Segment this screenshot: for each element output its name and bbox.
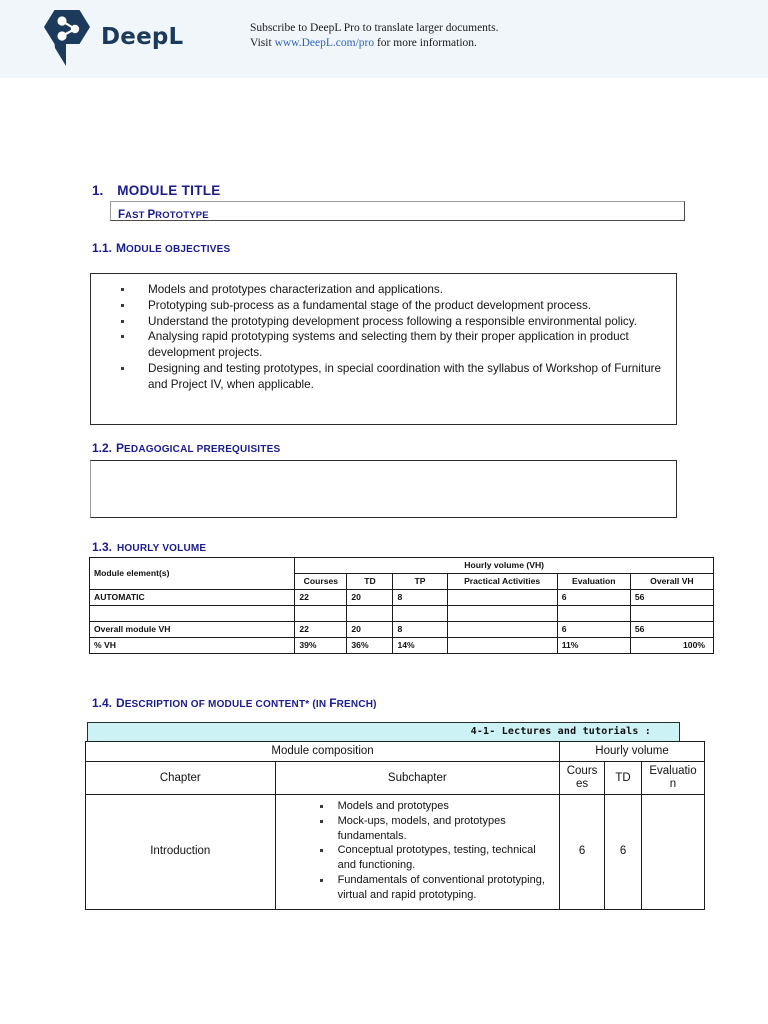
hv-row-label: AUTOMATIC bbox=[90, 590, 295, 606]
mc-evaluation-cell bbox=[641, 795, 704, 910]
hv-col-tp: TP bbox=[393, 574, 447, 590]
hv-cell: 22 bbox=[295, 590, 347, 606]
table-row bbox=[90, 606, 714, 622]
hv-col-td: TD bbox=[347, 574, 393, 590]
deepl-promo-banner bbox=[0, 0, 768, 79]
table-row bbox=[90, 622, 714, 638]
list-item: Understand the prototyping development process following a responsible environmental policy. bbox=[119, 314, 666, 330]
mc-subchapter-list bbox=[280, 799, 556, 903]
hv-col-courses: Courses bbox=[295, 574, 347, 590]
heading-1-4-text: ESCRIPTION OF MODULE CONTENT* (IN bbox=[124, 699, 330, 710]
hv-cell: 22 bbox=[295, 622, 347, 638]
pedagogical-prerequisites-box[interactable] bbox=[90, 460, 677, 518]
list-item: Analysing rapid prototyping systems and selecting them by their proper application in product development projects. bbox=[119, 329, 666, 361]
mc-col-evaluation: Evaluatio n bbox=[641, 762, 704, 795]
table-row bbox=[86, 795, 705, 910]
hv-col-practical-activities: Practical Activities bbox=[447, 574, 557, 590]
mc-chapter-cell: Introduction bbox=[86, 795, 276, 910]
hv-col-evaluation: Evaluation bbox=[557, 574, 630, 590]
mc-td-cell: 6 bbox=[605, 795, 642, 910]
hv-row-label bbox=[90, 606, 295, 622]
hv-cell bbox=[347, 606, 393, 622]
heading-1-4-initial-2: F bbox=[329, 696, 337, 710]
hv-cell: 8 bbox=[393, 622, 447, 638]
hv-cell: 14% bbox=[393, 638, 447, 654]
list-item: Conceptual prototypes, testing, technical and functioning. bbox=[316, 843, 556, 873]
deepl-wordmark: DeepL bbox=[101, 24, 184, 50]
mc-col-td: TD bbox=[605, 762, 642, 795]
heading-1-2-pedagogical-prerequisites bbox=[92, 441, 280, 455]
heading-1-4-initial: D bbox=[116, 696, 125, 710]
heading-1-4-number: 1.4. bbox=[92, 696, 113, 710]
heading-1-1-text: ODULE OBJECTIVES bbox=[126, 244, 231, 255]
heading-1-4-description-of-module-content bbox=[92, 696, 377, 710]
heading-1-3-number: 1.3. bbox=[92, 540, 113, 554]
hv-cell bbox=[630, 606, 713, 622]
mc-group-hourly-volume: Hourly volume bbox=[560, 742, 705, 762]
heading-1-1-module-objectives bbox=[92, 241, 230, 255]
list-item: Mock-ups, models, and prototypes fundamentals. bbox=[316, 814, 556, 844]
promo-line-2 bbox=[250, 36, 498, 51]
hv-cell bbox=[447, 606, 557, 622]
deepl-pro-link[interactable]: www.DeepL.com/pro bbox=[274, 36, 375, 49]
table-row bbox=[86, 742, 705, 762]
list-item: Fundamentals of conventional prototyping, virtual and rapid prototyping. bbox=[316, 873, 556, 903]
heading-1-3-hourly-volume bbox=[92, 540, 206, 554]
module-objectives-list bbox=[91, 274, 676, 393]
hv-cell bbox=[557, 606, 630, 622]
module-objectives-box bbox=[90, 273, 677, 425]
hv-cell: 20 bbox=[347, 622, 393, 638]
heading-1-2-initial: P bbox=[116, 441, 125, 455]
hv-cell: 20 bbox=[347, 590, 393, 606]
heading-1-number: 1. bbox=[92, 183, 104, 198]
hv-cell: 11% bbox=[557, 638, 630, 654]
hv-row-label: % VH bbox=[90, 638, 295, 654]
hv-cell: 6 bbox=[557, 622, 630, 638]
table-row bbox=[90, 638, 714, 654]
heading-1-2-number: 1.2. bbox=[92, 441, 113, 455]
list-item: Models and prototypes characterization and applications. bbox=[119, 282, 666, 298]
hv-cell bbox=[393, 606, 447, 622]
module-title-field[interactable] bbox=[110, 201, 685, 221]
lectures-and-tutorials-banner bbox=[87, 722, 680, 742]
promo-line-1: Subscribe to DeepL Pro to translate larger documents. bbox=[250, 22, 499, 34]
mc-col-courses: Cours es bbox=[560, 762, 605, 795]
hv-group-header: Hourly volume (VH) bbox=[295, 558, 714, 574]
hv-col-overall-vh: Overall VH bbox=[630, 574, 713, 590]
hv-cell: 100% bbox=[630, 638, 713, 654]
deepl-logo bbox=[42, 8, 183, 70]
list-item: Prototyping sub-process as a fundamental stage of the product development process. bbox=[119, 298, 666, 314]
hv-rowheader-label: Module element(s) bbox=[90, 558, 295, 590]
hv-row-label: Overall module VH bbox=[90, 622, 295, 638]
hv-cell: 56 bbox=[630, 590, 713, 606]
module-content-table bbox=[85, 741, 705, 910]
list-item: Models and prototypes bbox=[316, 799, 556, 814]
deepl-logo-icon bbox=[42, 8, 92, 70]
mc-col-subchapter: Subchapter bbox=[275, 762, 560, 795]
heading-1-text: MODULE TITLE bbox=[117, 183, 221, 198]
heading-1-module-title bbox=[92, 182, 221, 200]
hv-cell: 8 bbox=[393, 590, 447, 606]
heading-1-1-initial: M bbox=[116, 241, 127, 255]
hv-cell: 6 bbox=[557, 590, 630, 606]
hourly-volume-table bbox=[89, 557, 714, 654]
hv-cell bbox=[295, 606, 347, 622]
hv-cell bbox=[447, 590, 557, 606]
deepl-promo-text bbox=[250, 21, 498, 50]
heading-1-1-number: 1.1. bbox=[92, 241, 113, 255]
table-row bbox=[90, 558, 714, 574]
hv-cell bbox=[447, 638, 557, 654]
mc-courses-cell: 6 bbox=[560, 795, 605, 910]
mc-subchapter-cell bbox=[275, 795, 560, 910]
promo-visit-suffix: for more information. bbox=[374, 36, 477, 49]
heading-1-2-text: EDAGOGICAL PREREQUISITES bbox=[124, 444, 281, 455]
module-title-value: FAST PROTOTYPE bbox=[118, 209, 209, 221]
lectures-and-tutorials-label: 4-1- Lectures and tutorials : bbox=[470, 726, 651, 737]
hv-cell: 39% bbox=[295, 638, 347, 654]
pedagogical-prerequisites-value bbox=[91, 461, 676, 473]
mc-col-chapter: Chapter bbox=[86, 762, 276, 795]
hv-cell: 36% bbox=[347, 638, 393, 654]
mc-group-module-composition: Module composition bbox=[86, 742, 560, 762]
hv-cell bbox=[447, 622, 557, 638]
table-row bbox=[90, 590, 714, 606]
table-row bbox=[86, 762, 705, 795]
list-item: Designing and testing prototypes, in special coordination with the syllabus of Workshop of Furniture and Project IV, when applicable. bbox=[119, 361, 666, 393]
heading-1-4-text-2: RENCH) bbox=[336, 699, 377, 710]
promo-visit-prefix: Visit bbox=[250, 36, 275, 49]
hv-cell: 56 bbox=[630, 622, 713, 638]
heading-1-3-text: HOURLY VOLUME bbox=[117, 543, 207, 554]
